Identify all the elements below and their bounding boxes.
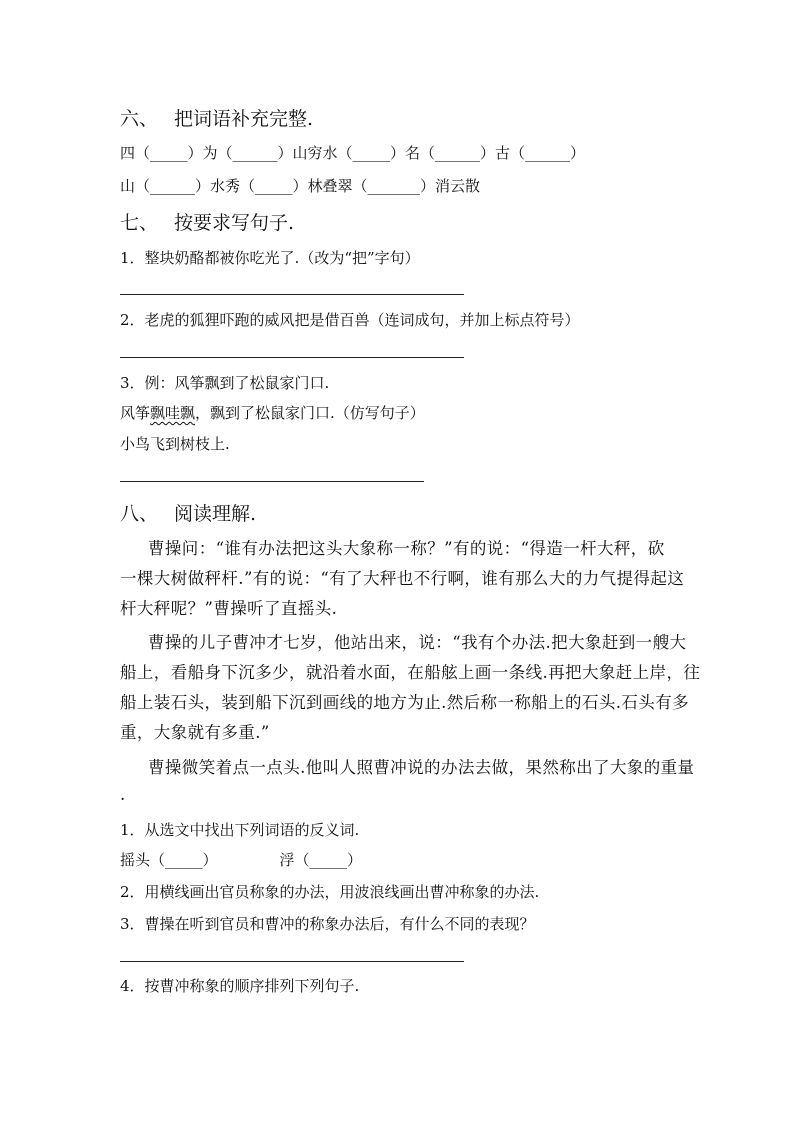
answer-line-7-2[interactable] bbox=[120, 357, 464, 358]
section-number: 七、 bbox=[120, 212, 159, 234]
question-8-1: 1．从选文中找出下列词语的反义词. bbox=[120, 821, 360, 839]
question-8-3: 3．曹操在听到官员和曹冲的称象办法后，有什么不同的表现？ bbox=[120, 915, 535, 933]
answer-line-7-1[interactable] bbox=[120, 294, 464, 295]
question-7-3-example: 3．例：风筝飘到了松鼠家门口. bbox=[120, 374, 330, 392]
wavy-underlined-text: 飘哇飘 bbox=[150, 404, 196, 422]
answer-line-8-3[interactable] bbox=[120, 961, 464, 962]
question-8-4: 4．按曹冲称象的顺序排列下列句子. bbox=[120, 977, 360, 995]
question-7-1: 1．整块奶酪都被你吃光了.（改为“把”字句） bbox=[120, 249, 420, 267]
section-title: 把词语补充完整. bbox=[174, 108, 314, 130]
section-number: 八、 bbox=[120, 503, 159, 525]
section-eight-heading bbox=[120, 502, 256, 526]
idiom-fill-line-1: 四（_____）为（______）山穷水（_____）名（______）古（______） bbox=[120, 144, 586, 162]
section-six-heading bbox=[120, 107, 313, 131]
section-seven-heading bbox=[120, 211, 294, 235]
model-text-start: 风筝 bbox=[120, 404, 151, 422]
question-7-2: 2．老虎的狐狸吓跑的威风把是借百兽（连词成句，并加上标点符号） bbox=[120, 311, 580, 329]
passage-line: . bbox=[120, 785, 126, 804]
passage-line: 杆大秤呢？”曹操听了直摇头. bbox=[120, 599, 338, 618]
antonym-fill-row bbox=[120, 850, 362, 870]
question-7-3-task: 小鸟飞到树枝上. bbox=[120, 435, 230, 453]
answer-line-7-3[interactable] bbox=[120, 481, 424, 482]
question-8-2: 2．用横线画出官员称象的办法，用波浪线画出曹冲称象的办法. bbox=[120, 883, 540, 901]
passage-line: 一棵大树做秤杆.”有的说：“有了大秤也不行啊，谁有那么大的力气提得起这 bbox=[120, 569, 685, 588]
section-title: 阅读理解. bbox=[174, 503, 257, 525]
passage-line: 曹操微笑着点一点头.他叫人照曹冲说的办法去做，果然称出了大象的重量 bbox=[148, 758, 695, 777]
passage-line: 船上，看船身下沉多少，就沿着水面，在船舷上画一条线.再把大象赶上岸，往 bbox=[120, 663, 701, 682]
section-title: 按要求写句子. bbox=[174, 212, 295, 234]
section-number: 六、 bbox=[120, 108, 159, 130]
idiom-fill-line-2: 山（______）水秀（_____）林叠翠（_______）消云散 bbox=[120, 177, 481, 195]
model-text-end: ，飘到了松鼠家门口.（仿写句子） bbox=[195, 404, 425, 422]
question-7-3-model bbox=[120, 403, 425, 423]
passage-line: 船上装石头，装到船下沉到画线的地方为止.然后称一称船上的石头.石头有多 bbox=[120, 693, 689, 712]
passage-line: 曹操的儿子曹冲才七岁，他站出来，说：“我有个办法.把大象赶到一艘大 bbox=[148, 633, 687, 652]
passage-line: 曹操问：“谁有办法把这头大象称一称？”有的说：“得造一杆大秤，砍 bbox=[148, 539, 665, 558]
antonym-item-a: 摇头（_____） bbox=[120, 851, 218, 869]
antonym-item-b: 浮（_____） bbox=[279, 851, 363, 869]
passage-line: 重，大象就有多重.” bbox=[120, 723, 270, 742]
